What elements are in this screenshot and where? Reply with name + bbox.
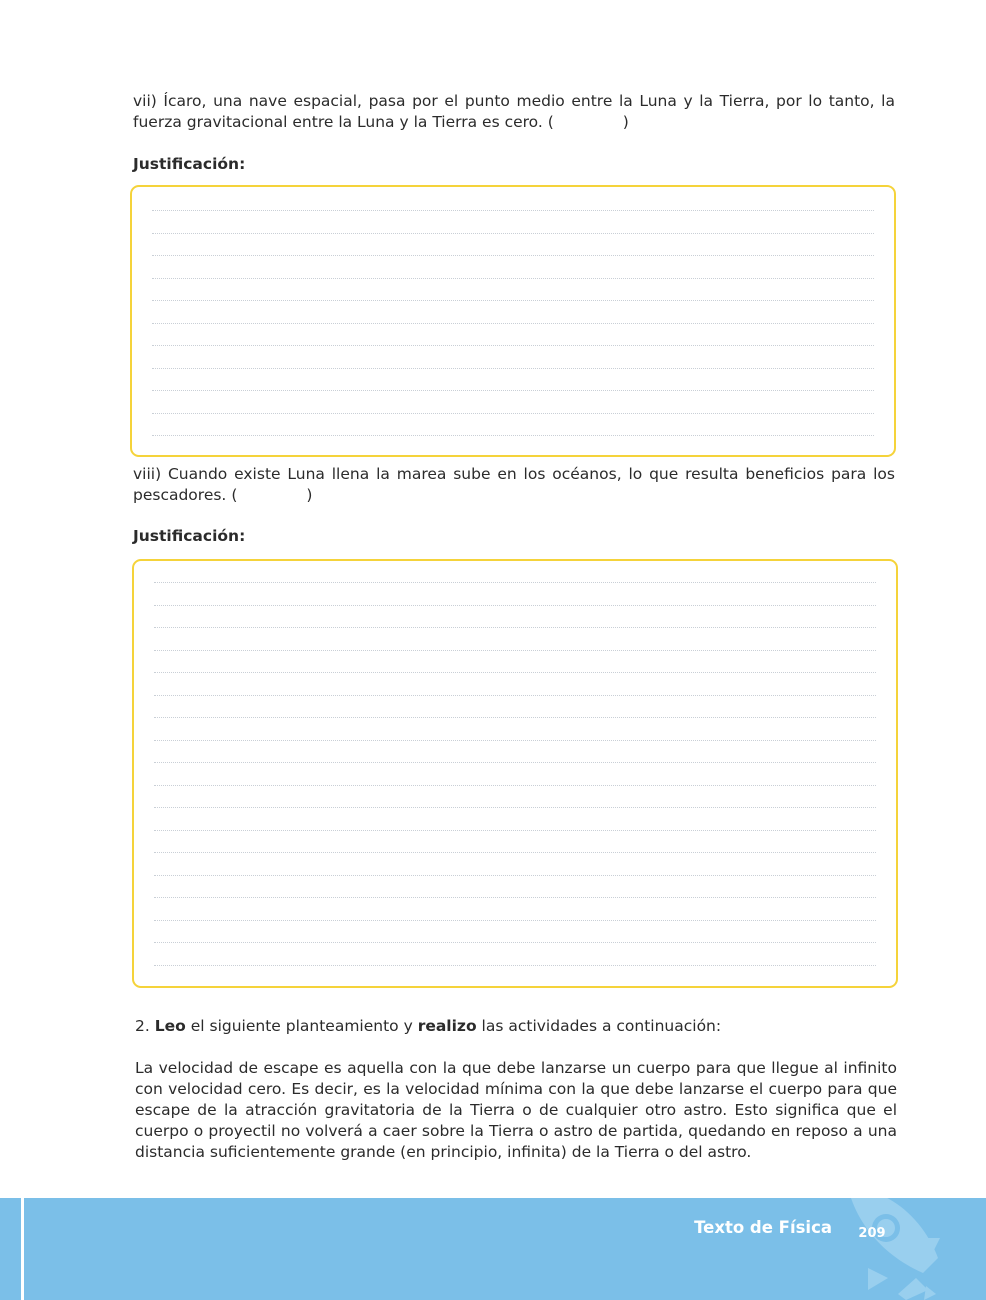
writing-line [154,965,876,966]
item-vii-text: vii) Ícaro, una nave espacial, pasa por el punto medio entre la Luna y la Tierra, por lo tanto, la fuerza gravitacional entre la Luna y la Tierra es cero. [133,92,895,131]
item-vii-statement [133,91,895,133]
writing-line [152,323,874,324]
item-viii-statement [133,464,895,506]
activity-verb-realizo: realizo [417,1017,477,1035]
writing-line [152,368,874,369]
writing-line [152,255,874,256]
writing-line [154,605,876,606]
writing-line [152,390,874,391]
writing-line [152,345,874,346]
writing-line [152,300,874,301]
writing-line [154,627,876,628]
activity-2-instruction [135,1016,897,1037]
item-vii-answer-blank[interactable]: ( ) [547,113,629,131]
writing-line [154,695,876,696]
writing-line [154,807,876,808]
writing-line [152,233,874,234]
writing-line [154,920,876,921]
rocket-icon [828,1198,958,1300]
item-viii-answer-blank[interactable]: ( ) [231,486,313,504]
writing-line [152,413,874,414]
footer-left-strip [21,1198,24,1300]
page-number: 209 [858,1226,886,1241]
item-viii-text: viii) Cuando existe Luna llena la marea sube en los océanos, lo que resulta beneficios para los pescadores. [133,465,895,504]
footer-book-title: Texto de Física [694,1218,832,1237]
writing-line [154,740,876,741]
writing-line [154,830,876,831]
activity-verb-leo: Leo [154,1017,186,1035]
writing-line [154,717,876,718]
writing-line [152,435,874,436]
justification-box-vii[interactable] [130,185,896,457]
writing-line [152,278,874,279]
writing-line [154,762,876,763]
writing-line [154,852,876,853]
writing-line [154,650,876,651]
justification-label-vii: Justificación: [133,155,246,173]
writing-line [154,785,876,786]
writing-line [152,210,874,211]
writing-line [154,875,876,876]
writing-line [154,672,876,673]
activity-middle-text: el siguiente planteamiento y [190,1017,413,1035]
justification-label-viii: Justificación: [133,527,246,545]
page-footer [0,1198,986,1300]
justification-box-viii[interactable] [132,559,898,988]
activity-number: 2. [135,1017,150,1035]
activity-end-text: las actividades a continuación: [481,1017,722,1035]
escape-velocity-paragraph: La velocidad de escape es aquella con la que debe lanzarse un cuerpo para que llegue al infinito con velocidad cero. Es decir, es la velocidad mínima con la que debe lanzarse el cuerpo para que escape de la atracción gravitatoria de la Tierra o de cualquier otro astro. Esto significa que el cuerpo o proyectil no volverá a caer sobre la Tierra o astro de partida, quedando en reposo a una distancia suficientemente grande (en principio, infinita) de la Tierra o del astro. [135,1059,897,1161]
writing-line [154,897,876,898]
writing-line [154,582,876,583]
writing-line [154,942,876,943]
